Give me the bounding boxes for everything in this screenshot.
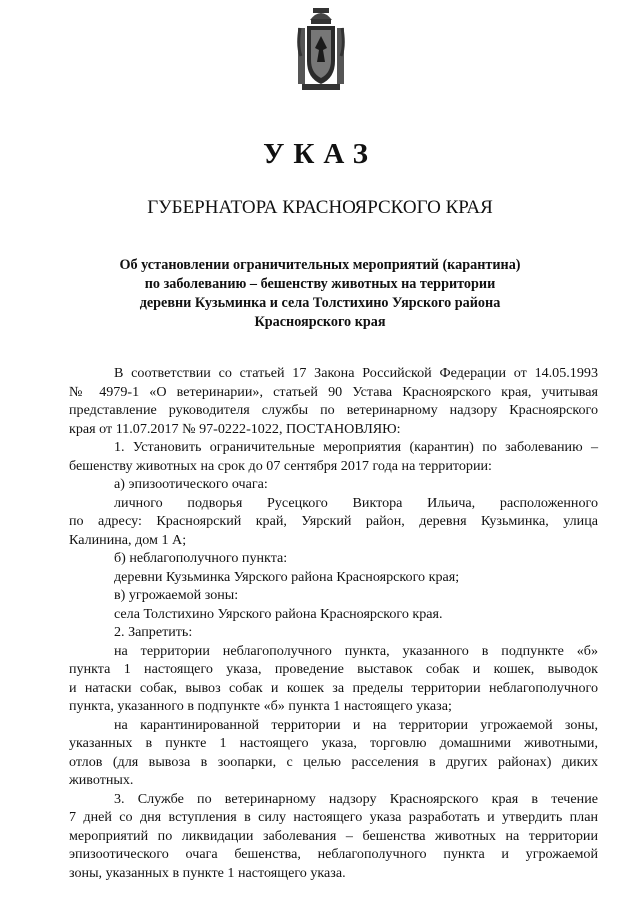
body-line: бешенству животных на срок до 07 сентября 2017 года на территории:	[69, 457, 492, 474]
body-line: 3. Службе по ветеринарному надзору Красноярского края в течение	[114, 790, 598, 807]
body-line: по адресу: Красноярский край, Уярский район, деревня Кузьминка, улица	[69, 513, 598, 529]
decree-heading	[100, 256, 540, 332]
heading-line: по заболеванию – бешенству животных на территории	[144, 276, 496, 292]
body-line: села Толстихино Уярского района Красноярского края.	[114, 605, 443, 622]
body-line: зоны, указанных в пункте 1 настоящего указа.	[69, 864, 346, 881]
body-line: представление руководителя службы по ветеринарному надзору Красноярского	[69, 402, 598, 418]
document-title: УКАЗ	[263, 138, 377, 170]
body-line: пункта 1 настоящего указа, проведение выставок собак и кошек, выводок	[69, 661, 598, 677]
decree-body	[69, 364, 598, 882]
body-line: Калинина, дом 1 А;	[69, 531, 187, 548]
coat-of-arms-emblem	[296, 6, 346, 92]
body-line: животных.	[69, 772, 134, 788]
body-line: и натаски собак, вывоз собак и кошек за пределы территории неблагополучного	[69, 679, 598, 696]
body-line: на территории неблагополучного пункта, указанного в подпункте «б»	[114, 642, 598, 659]
body-line: отлов (для вывоза в зоопарки, с целью расселения в других районах) диких	[69, 753, 598, 770]
body-line: № 4979-1 «О ветеринарии», статьей 90 Устава Красноярского края, учитывая	[69, 383, 598, 400]
body-line: а) эпизоотического очага:	[114, 476, 268, 492]
body-line: на карантинированной территории и на территории угрожаемой зоны,	[114, 716, 598, 733]
body-line: личного подворья Русецкого Виктора Ильича, расположенного	[114, 494, 598, 511]
heading-line: Красноярского края	[254, 314, 386, 330]
heading-line: деревни Кузьминка и села Толстихино Уярского района	[139, 295, 501, 311]
body-line: указанных в пункте 1 настоящего указа, торговлю домашними животными,	[69, 735, 598, 751]
body-line: 2. Запретить:	[114, 624, 193, 640]
body-line: края от 11.07.2017 № 97-0222-1022, ПОСТАНОВЛЯЮ:	[69, 420, 401, 437]
body-line: 7 дней со дня вступления в силу настоящего указа разработать и утвердить план	[69, 809, 598, 825]
body-line: пункта, указанного в подпункте «б» пункта 1 настоящего указа;	[69, 698, 452, 714]
issuer-subtitle: ГУБЕРНАТОРА КРАСНОЯРСКОГО КРАЯ	[147, 197, 493, 218]
body-line: в) угрожаемой зоны:	[114, 587, 239, 603]
body-line: б) неблагополучного пункта:	[114, 550, 288, 566]
body-line: эпизоотического очага бешенства, неблагополучного пункта и угрожаемой	[69, 846, 598, 862]
body-line: 1. Установить ограничительные мероприятия (карантин) по заболеванию –	[114, 439, 598, 455]
heading-line: Об установлении ограничительных мероприятий (карантина)	[119, 257, 521, 273]
body-line: мероприятий по ликвидации заболевания – бешенства животных на территории	[69, 827, 598, 844]
body-line: деревни Кузьминка Уярского района Красноярского края;	[114, 568, 460, 585]
body-line: В соответствии со статьей 17 Закона Российской Федерации от 14.05.1993	[114, 365, 598, 381]
